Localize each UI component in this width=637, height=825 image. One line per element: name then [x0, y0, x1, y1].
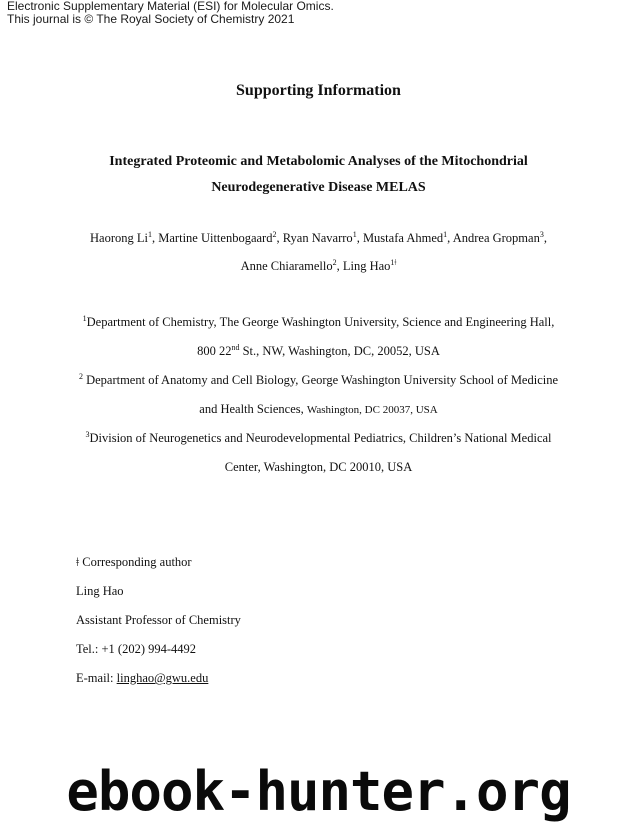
author-name: Mustafa Ahmed	[362, 231, 444, 245]
corresponding-author-name: Ling Hao	[76, 584, 124, 598]
author-line-2: Anne Chiaramello$^2$, Ling Hao$^{1ǂ}$	[240, 257, 397, 273]
paper-title-line-1: Integrated Proteomic and Metabolomic Analyses of the Mitochondrial	[109, 154, 528, 169]
corresponding-author-email-line	[76, 664, 241, 693]
affiliation-number: 3	[85, 429, 90, 439]
ordinal-suffix: nd	[231, 342, 240, 352]
affiliation-1-line-1	[0, 308, 637, 337]
corresponding-author-heading: ǂ Corresponding author	[76, 555, 192, 569]
author-line-1: Haorong Li$^1$, Martine Uittenbogaard$^2$, Ryan Navarro$^1$, Mustafa Ahmed$^1$, Andrea Gropman$^3$,	[90, 229, 547, 245]
esi-header-line-2: This journal is © The Royal Society of Chemistry 2021	[7, 12, 295, 26]
affiliation-text: Department of Chemistry, The George Washington University, Science and Engineering Hall,	[86, 315, 555, 329]
corresponding-author-position: Assistant Professor of Chemistry	[76, 613, 241, 627]
affiliation-text: 800 22	[197, 344, 232, 358]
author-name: Andrea Gropman	[452, 231, 540, 245]
affiliation-2-line-1	[0, 366, 637, 395]
author-list	[0, 224, 637, 280]
affiliation-2	[0, 366, 637, 425]
email-label: E-mail:	[76, 671, 117, 685]
esi-header	[7, 0, 334, 26]
author-affiliation-mark: 1ǂ	[390, 257, 397, 267]
corresponding-author-block	[76, 548, 241, 693]
affiliation-1-line-2	[0, 337, 637, 366]
affiliation-text: and Health Sciences,	[199, 402, 307, 416]
affiliation-text: St., NW, Washington, DC, 20052, USA	[239, 344, 440, 358]
affiliation-3	[0, 424, 637, 482]
affiliation-text: Washington, DC 20037, USA	[306, 404, 438, 416]
esi-header-line-1: Electronic Supplementary Material (ESI) for Molecular Omics.	[7, 0, 334, 13]
supporting-information-title: Supporting Information	[236, 82, 401, 99]
affiliation-number: 1	[82, 313, 87, 323]
author-affiliation-mark: 1	[443, 229, 448, 239]
affiliation-1	[0, 308, 637, 366]
affiliation-number: 2	[78, 371, 83, 381]
author-name: Haorong Li	[90, 231, 149, 245]
author-name: Martine Uittenbogaard	[158, 231, 273, 245]
author-affiliation-mark: 2	[272, 229, 277, 239]
affiliation-2-line-2	[0, 395, 637, 425]
affiliation-text: Division of Neurogenetics and Neurodevelopmental Pediatrics, Children’s National Medical	[89, 431, 552, 445]
corresponding-author-phone: Tel.: +1 (202) 994-4492	[76, 642, 197, 656]
author-affiliation-mark: 3	[539, 229, 544, 239]
author-name: Anne Chiaramello	[240, 259, 333, 273]
author-affiliation-mark: 1	[148, 229, 153, 239]
author-affiliation-mark: 2	[332, 257, 337, 267]
affiliation-text: Department of Anatomy and Cell Biology, George Washington University School of Medicine	[82, 373, 559, 387]
affiliation-3-line-1	[0, 424, 637, 453]
watermark: ebook-hunter.org	[66, 760, 571, 823]
affiliation-3-line-2: Center, Washington, DC 20010, USA	[224, 460, 413, 474]
author-affiliation-mark: 1	[352, 229, 357, 239]
author-name: Ryan Navarro	[282, 231, 353, 245]
email-link[interactable]: linghao@gwu.edu	[116, 671, 209, 685]
author-name: Ling Hao	[342, 259, 391, 273]
paper-title	[0, 149, 637, 201]
paper-title-line-2: Neurodegenerative Disease MELAS	[211, 180, 426, 195]
